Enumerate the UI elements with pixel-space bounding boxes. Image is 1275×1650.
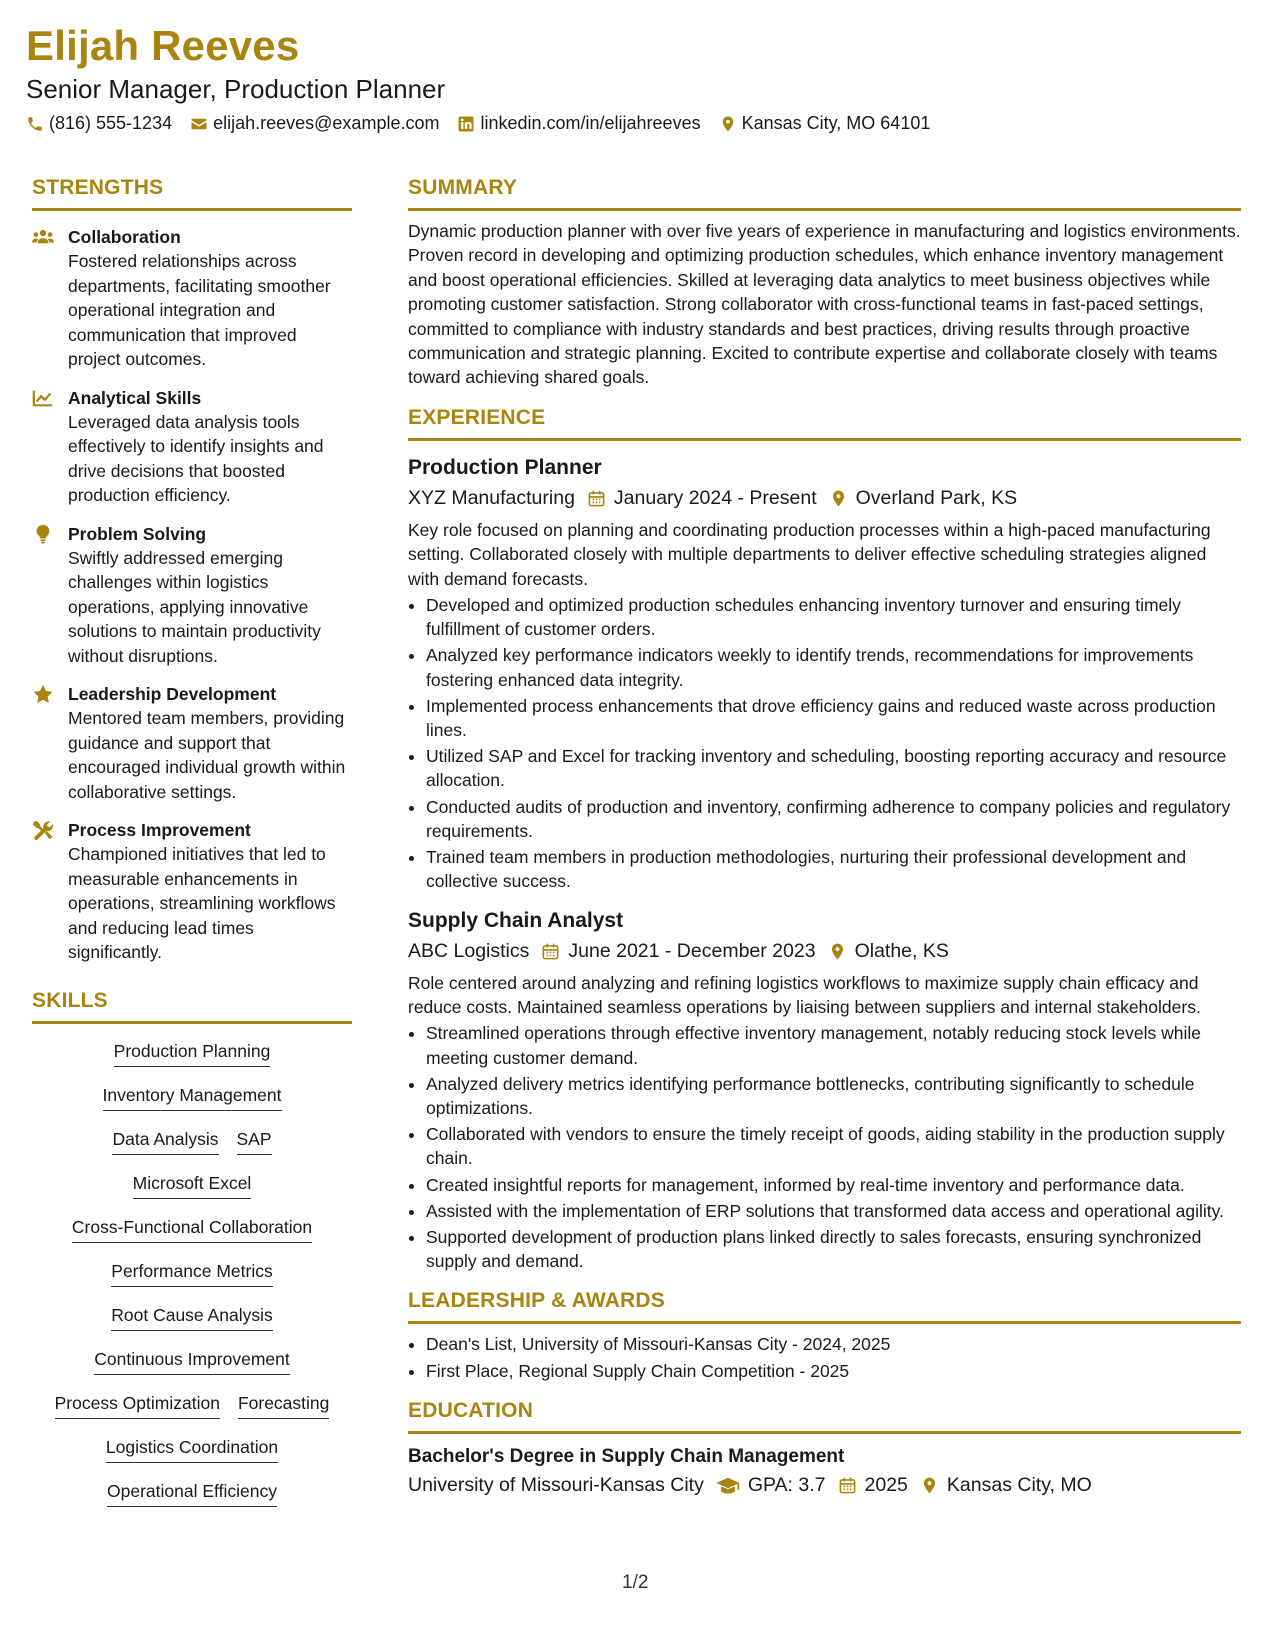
skill-tag: Microsoft Excel (133, 1172, 252, 1199)
school-name: University of Missouri-Kansas City (408, 1473, 704, 1496)
strength-title: Process Improvement (68, 820, 251, 840)
skill-tag: Root Cause Analysis (111, 1304, 272, 1331)
bullet-item: • Developed and optimized production schedules enhancing inventory turnover and ensuring timely fulfillment of customer orders. (426, 593, 1241, 641)
strength-title: Collaboration (68, 227, 181, 247)
strengths-heading: STRENGTHS (32, 176, 352, 211)
linkedin-icon (457, 115, 475, 133)
summary-text: Dynamic production planner with over five years of experience in manufacturing and logistics environments. Proven record in developing and optimizing production schedules, which enhance inventory management and boost operational efficiencies. Skilled at leveraging data analytics to meet business objectives while promoting customer satisfaction. Strong collaborator with cross-functional teams in fast-paced settings, committed to compliance with industry standards and best practices, driving results through proactive communication and strategic planning. Excited to contribute expertise and collaborate closely with teams toward achieving shared goals. (408, 221, 1241, 388)
job-dates: January 2024 - Present (613, 486, 817, 509)
strength-desc: Championed initiatives that led to measurable enhancements in operations, streamlining workflows and reducing lead times significantly. (68, 844, 336, 962)
job-title: Production Planner (408, 455, 602, 479)
job-bullets (408, 593, 1241, 893)
tools-icon (32, 818, 56, 965)
skill-tag: Production Planning (114, 1040, 271, 1067)
education-meta (408, 1474, 1241, 1497)
bullet-item: • Analyzed key performance indicators weekly to identify trends, recommendations for improvements fostering enhanced data integrity. (426, 643, 1241, 691)
strength-desc: Leveraged data analysis tools effectively to identify insights and drive decisions that boosted production efficiency. (68, 411, 324, 505)
bullet-item: • Utilized SAP and Excel for tracking inventory and scheduling, boosting reporting accuracy and resource allocation. (426, 744, 1241, 792)
awards-heading: LEADERSHIP & AWARDS (408, 1289, 1241, 1324)
education-location: Kansas City, MO (946, 1473, 1092, 1496)
skill-tag: Operational Efficiency (107, 1480, 277, 1507)
strength-item (32, 522, 352, 669)
job-location: Olathe, KS (854, 939, 949, 962)
contact-linkedin[interactable] (457, 113, 700, 134)
job-description: Key role focused on planning and coordinating production processes within a high-paced manufacturing setting. Collaborated closely with multiple departments to deliver effective scheduling strategies aligned with demand forecasts. (408, 519, 1211, 589)
calendar-icon (838, 1476, 857, 1495)
strength-item (32, 818, 352, 965)
map-pin-icon (828, 942, 847, 961)
contact-email[interactable] (190, 113, 439, 134)
job-meta (408, 487, 1241, 510)
candidate-role: Senior Manager, Production Planner (26, 74, 446, 104)
bullet-item: • Conducted audits of production and inventory, confirming adherence to company policies and regulatory requirements. (426, 795, 1241, 843)
company-name: XYZ Manufacturing (408, 486, 575, 509)
map-pin-icon (920, 1476, 939, 1495)
strength-desc: Mentored team members, providing guidance and support that encouraged individual growth within collaborative settings. (68, 708, 346, 802)
skill-tag: Performance Metrics (111, 1260, 272, 1287)
strength-desc: Swiftly addressed emerging challenges within logistics operations, applying innovative solutions to maintain productivity without disruptions. (68, 547, 321, 666)
star-icon (32, 682, 56, 804)
contact-location (719, 113, 931, 134)
job-meta (408, 940, 1241, 963)
job-description: Role centered around analyzing and refining logistics workflows to maximize supply chain efficacy and reduce costs. Maintained seamless operations by liaising between suppliers and internal stakeholders. (408, 972, 1201, 1017)
bullet-item: • Assisted with the implementation of ERP solutions that transformed data access and operational agility. (426, 1199, 1241, 1223)
summary-heading: SUMMARY (408, 176, 1241, 211)
strength-item (32, 386, 352, 508)
education-heading: EDUCATION (408, 1399, 1241, 1434)
linkedin-text: linkedin.com/in/elijahreeves (480, 113, 701, 133)
award-item: • Dean's List, University of Missouri-Kansas City - 2024, 2025 (426, 1332, 1241, 1356)
graduation-cap-icon (716, 1476, 740, 1495)
bullet-item: • Supported development of production plans linked directly to sales forecasts, ensuring synchronized supply and demand. (426, 1225, 1241, 1273)
graduation-year: 2025 (864, 1473, 908, 1496)
skill-tag: Forecasting (238, 1392, 329, 1419)
map-pin-icon (829, 489, 848, 508)
job-bullets (408, 1021, 1241, 1273)
bullet-item: • Collaborated with vendors to ensure the timely receipt of goods, aiding stability in the production supply chain. (426, 1122, 1241, 1170)
calendar-icon (587, 489, 606, 508)
bullet-item: • Trained team members in production methodologies, nurturing their professional development and collective success. (426, 845, 1241, 893)
skills-section (32, 989, 352, 1524)
skill-tag: Continuous Improvement (94, 1348, 290, 1375)
left-column (32, 176, 352, 1524)
map-pin-icon (719, 115, 737, 133)
skill-tag: Cross-Functional Collaboration (72, 1216, 312, 1243)
page-number: 1/2 (622, 1572, 649, 1593)
skill-tag: Process Optimization (55, 1392, 220, 1419)
strength-item (32, 225, 352, 372)
gpa-text: GPA: 3.7 (747, 1473, 826, 1496)
bullet-item: • Analyzed delivery metrics identifying performance bottlenecks, contributing significantly to schedule optimizations. (426, 1072, 1241, 1120)
calendar-icon (541, 942, 560, 961)
job-entry (408, 908, 1241, 1274)
job-location: Overland Park, KS (855, 486, 1018, 509)
location-text: Kansas City, MO 64101 (741, 113, 931, 133)
awards-list (408, 1332, 1241, 1382)
strength-desc: Fostered relationships across departments, facilitating smoother operational integration and communication that improved project outcomes. (68, 251, 331, 369)
skill-tag: Data Analysis (112, 1128, 218, 1155)
bullet-item: • Streamlined operations through effective inventory management, notably reducing stock levels while meeting customer demand. (426, 1021, 1241, 1069)
skills-heading: SKILLS (32, 989, 352, 1024)
phone-icon (26, 115, 44, 133)
envelope-icon (190, 115, 208, 133)
skill-tag: Inventory Management (103, 1084, 282, 1111)
candidate-name: Elijah Reeves (26, 22, 300, 69)
bullet-item: • Implemented process enhancements that drove efficiency gains and reduced waste across production lines. (426, 694, 1241, 742)
job-entry (408, 455, 1241, 894)
job-dates: June 2021 - December 2023 (568, 939, 816, 962)
job-title: Supply Chain Analyst (408, 908, 624, 932)
phone-text: (816) 555-1234 (49, 113, 173, 133)
contact-bar (26, 113, 930, 134)
strength-title: Problem Solving (68, 523, 207, 544)
degree-title: Bachelor's Degree in Supply Chain Management (408, 1445, 845, 1467)
experience-heading: EXPERIENCE (408, 406, 1241, 441)
chart-line-icon (32, 386, 56, 508)
skill-tag: SAP (237, 1128, 272, 1155)
strength-title: Analytical Skills (68, 387, 202, 408)
skill-tag: Logistics Coordination (106, 1436, 278, 1463)
users-icon (32, 225, 56, 372)
bullet-item: • Created insightful reports for management, informed by real-time inventory and performance data. (426, 1173, 1241, 1197)
contact-phone[interactable] (26, 113, 172, 134)
email-text: elijah.reeves@example.com (213, 113, 440, 133)
company-name: ABC Logistics (408, 939, 530, 962)
lightbulb-icon (32, 522, 56, 669)
award-item: • First Place, Regional Supply Chain Competition - 2025 (426, 1359, 1241, 1383)
right-column (408, 176, 1241, 1497)
strength-title: Leadership Development (68, 684, 277, 704)
strength-item (32, 682, 352, 804)
